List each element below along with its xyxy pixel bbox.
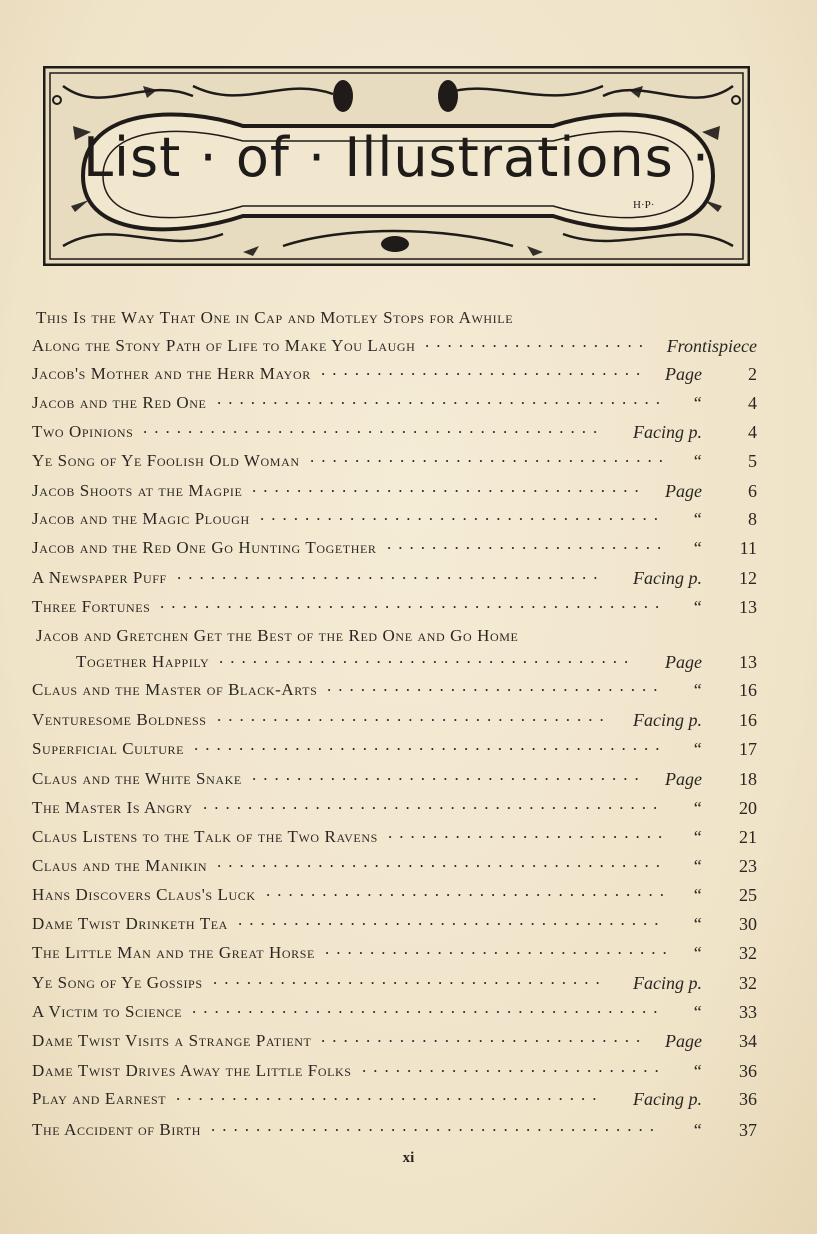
list-item (32, 507, 757, 531)
page-number: 32 (739, 973, 757, 993)
location-label: “ (691, 856, 702, 876)
location-label: Facing p. (633, 973, 702, 993)
page-number: 5 (748, 451, 757, 471)
page-number: 4 (748, 393, 757, 413)
location-label: Facing p. (633, 1089, 702, 1109)
page-number: 11 (739, 538, 757, 558)
illustration-title: Claus and the Manikin (32, 856, 208, 875)
location-label: Page (665, 481, 702, 501)
illustration-title: Two Opinions (32, 422, 134, 441)
list-item (36, 306, 761, 330)
dot-leader: .................................... (260, 505, 665, 524)
list-item (32, 941, 757, 965)
dot-leader: .............................. (327, 676, 665, 695)
dot-leader: .......................................... (194, 735, 667, 754)
list-item (32, 912, 757, 936)
page-number: 18 (739, 769, 757, 789)
dot-leader: ................................... (252, 477, 646, 496)
illustration-title: Jacob and the Red One Go Hunting Together (32, 538, 377, 557)
list-item (32, 566, 757, 590)
list-item (32, 737, 757, 761)
page-folio: xi (402, 1150, 415, 1166)
illustration-title: Jacob's Mother and the Herr Mayor (32, 364, 311, 383)
page-number: 30 (739, 914, 757, 934)
dot-leader: ............................. (321, 1027, 648, 1046)
illustration-title: Claus Listens to the Talk of the Two Ravens (32, 827, 378, 846)
illustration-title: Dame Twist Drinketh Tea (32, 914, 228, 933)
list-item (32, 536, 757, 560)
list-item (36, 624, 761, 648)
location-label: Page (665, 769, 702, 789)
location-label: Facing p. (633, 568, 702, 588)
page-number: 17 (739, 739, 757, 759)
dot-leader: ...................................... (176, 1085, 604, 1104)
dot-leader: ..................................... (219, 648, 636, 667)
dot-leader: ...................................... (238, 910, 666, 929)
list-item (32, 479, 757, 503)
illustration-title: A Newspaper Puff (32, 568, 167, 587)
list-item (32, 449, 757, 473)
dot-leader: ............................... (325, 939, 674, 958)
page-number: 23 (739, 856, 757, 876)
illustration-title: Dame Twist Drives Away the Little Folks (32, 1061, 352, 1080)
page-number: 13 (739, 597, 757, 617)
location-label: “ (691, 1120, 702, 1140)
page-number: 6 (748, 481, 757, 501)
list-item (32, 825, 757, 849)
illustration-title: A Victim to Science (32, 1002, 183, 1021)
location-label: “ (691, 597, 702, 617)
location-label: Facing p. (633, 422, 702, 442)
location-label: “ (691, 885, 702, 905)
location-label: Page (665, 1031, 702, 1051)
illustration-title: Jacob Shoots at the Magpie (32, 481, 243, 500)
illustration-title: The Accident of Birth (32, 1120, 202, 1139)
location-label: “ (691, 680, 702, 700)
list-item (32, 595, 757, 619)
list-item (32, 854, 757, 878)
page-number: 2 (748, 364, 757, 384)
artist-monogram: H·P· (633, 199, 655, 211)
dot-leader: ................................... (217, 706, 611, 725)
dot-leader: ...................................... (177, 564, 605, 583)
location-label: Page (665, 364, 702, 384)
location-label: Page (665, 652, 702, 672)
location-label: “ (691, 538, 702, 558)
dot-leader: ................................ (310, 447, 670, 466)
list-item (32, 1000, 757, 1024)
dot-leader: ......................................... (143, 418, 605, 437)
illustration-title: Dame Twist Visits a Strange Patient (32, 1031, 312, 1050)
dot-leader: ......................... (387, 534, 669, 553)
list-item (32, 391, 757, 415)
list-item (32, 1029, 757, 1053)
page-number: 21 (739, 827, 757, 847)
illustration-title: Play and Earnest (32, 1089, 167, 1108)
page-number: 32 (739, 943, 757, 963)
page-number: 20 (739, 798, 757, 818)
location-label: “ (691, 943, 702, 963)
list-item (32, 708, 757, 732)
list-item (32, 420, 757, 444)
list-item (32, 334, 757, 358)
list-item (32, 362, 757, 386)
location-label: “ (691, 914, 702, 934)
illustration-title: This Is the Way That One in Cap and Motley Stops for Awhile (36, 308, 514, 327)
dot-leader: ................................... (213, 969, 607, 988)
location-label: Frontispiece (666, 336, 757, 356)
page-number: 25 (739, 885, 757, 905)
location-label: “ (691, 393, 702, 413)
illustration-title: Together Happily (76, 652, 210, 671)
list-item (32, 1087, 757, 1111)
illustration-title: Hans Discovers Claus's Luck (32, 885, 256, 904)
page-number: 16 (739, 710, 757, 730)
list-item (32, 1118, 757, 1142)
illustration-title: Ye Song of Ye Foolish Old Woman (32, 451, 300, 470)
dot-leader: ................................... (252, 765, 646, 784)
dot-leader: .................................... (266, 881, 671, 900)
location-label: “ (691, 798, 702, 818)
dot-leader: ........................................ (217, 389, 667, 408)
page-number: 37 (739, 1120, 757, 1140)
list-item (32, 796, 757, 820)
illustration-title: Three Fortunes (32, 597, 151, 616)
illustration-title: Superficial Culture (32, 739, 185, 758)
dot-leader: ......................... (388, 823, 670, 842)
list-item (32, 971, 757, 995)
dot-leader: ........................................ (211, 1116, 661, 1135)
location-label: “ (691, 451, 702, 471)
location-label: “ (691, 827, 702, 847)
page-number: 36 (739, 1089, 757, 1109)
dot-leader: .......................................... (192, 998, 665, 1017)
location-label: “ (691, 509, 702, 529)
location-label: “ (691, 1002, 702, 1022)
illustration-title: Jacob and the Red One (32, 393, 207, 412)
illustration-title: Claus and the Master of Black-Arts (32, 680, 318, 699)
page-number: 34 (739, 1031, 757, 1051)
illustration-title: The Little Man and the Great Horse (32, 943, 315, 962)
page-number: 16 (739, 680, 757, 700)
page-number: 36 (739, 1061, 757, 1081)
dot-leader: .................... (425, 332, 650, 351)
list-item (32, 678, 757, 702)
illustration-title: Venturesome Boldness (32, 710, 207, 729)
dot-leader: ............................................. (160, 593, 667, 612)
illustration-title: Claus and the White Snake (32, 769, 242, 788)
illustration-title: Jacob and Gretchen Get the Best of the Red One and Go Home (36, 626, 519, 645)
dot-leader: ........................................ (217, 852, 667, 871)
dot-leader: ........................... (362, 1057, 666, 1076)
illustration-title: Ye Song of Ye Gossips (32, 973, 203, 992)
illustration-title: Along the Stony Path of Life to Make You Laugh (32, 336, 416, 355)
page-title: List · of · Illustrations · (82, 126, 711, 189)
page-number: 13 (739, 652, 757, 672)
location-label: “ (691, 1061, 702, 1081)
illustration-title: Jacob and the Magic Plough (32, 509, 250, 528)
list-item (32, 1059, 757, 1083)
page-number: 12 (739, 568, 757, 588)
location-label: Facing p. (633, 710, 702, 730)
illustration-title: The Master Is Angry (32, 798, 193, 817)
page-number: 8 (748, 509, 757, 529)
location-label: “ (691, 739, 702, 759)
dot-leader: ............................. (321, 360, 648, 379)
page-number: 33 (739, 1002, 757, 1022)
list-item (32, 883, 757, 907)
list-item (32, 767, 757, 791)
list-item (32, 650, 757, 674)
dot-leader: ......................................... (203, 794, 665, 813)
page-number: 4 (748, 422, 757, 442)
